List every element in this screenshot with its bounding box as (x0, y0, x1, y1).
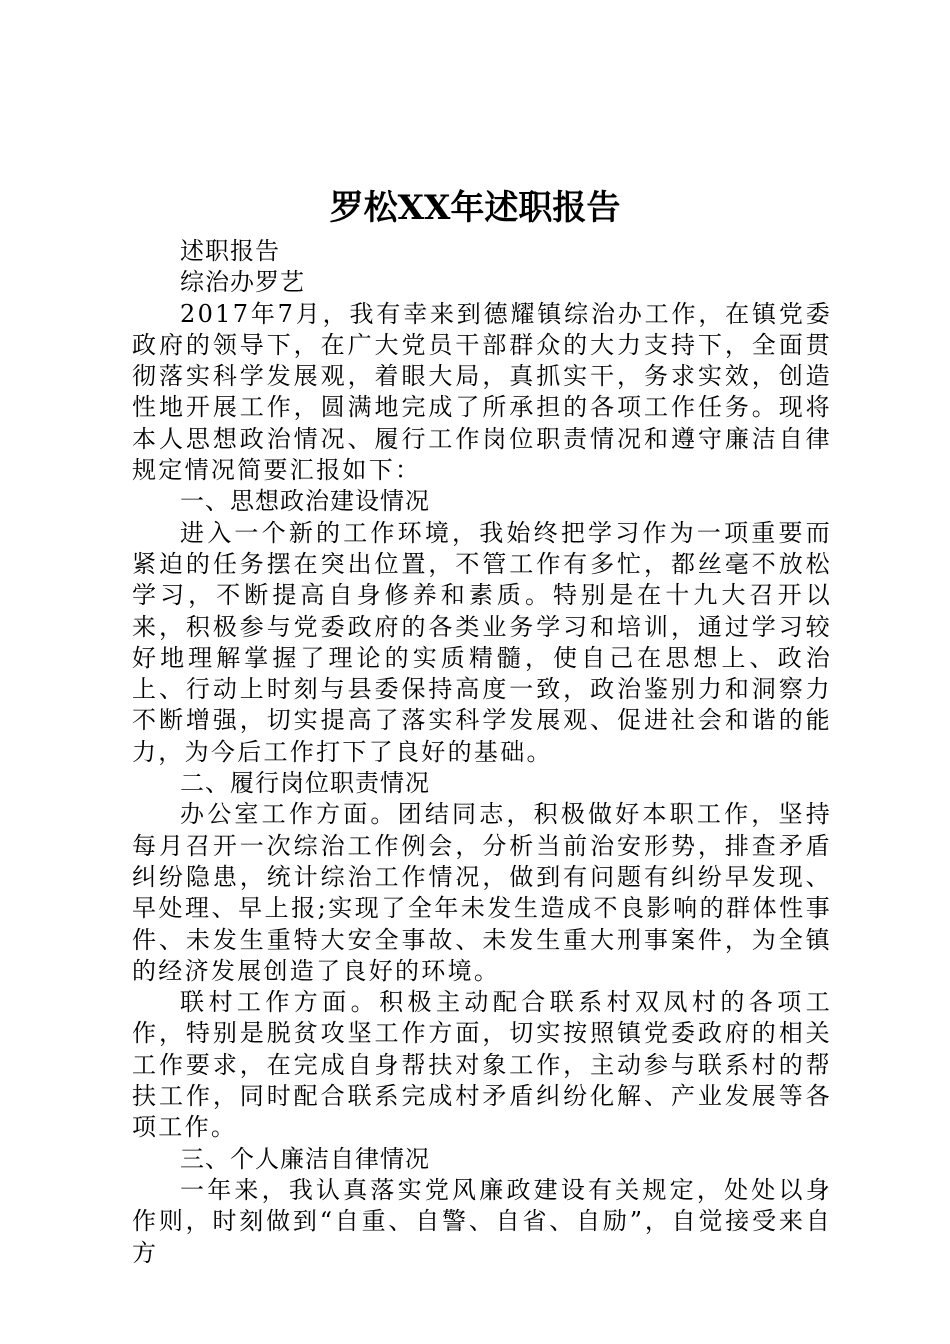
paragraph-author: 综治办罗艺 (180, 268, 305, 297)
document-title: 罗松XX年述职报告 (329, 188, 621, 228)
section-heading-2: 二、履行岗位职责情况 (180, 769, 430, 798)
paragraph-intro: 2017年7月，我有幸来到德耀镇综治办工作，在镇党委政府的领导下，在广大党员干部群众的大力支持下，全面贯彻落实科学发展观，着眼大局，真抓实干，务求实效，创造性地开展工作，圆满地完成了所承担的各项工作任务。现将本人思想政治情况、履行工作岗位职责情况和遵守廉洁自律规定情况简要汇报如下： (132, 299, 832, 485)
document-body (132, 236, 832, 1269)
paragraph-section-3: 一年来，我认真落实党风廉政建设有关规定，处处以身作则，时刻做到“自重、自警、自省、自励”，自觉接受来自方 (132, 1175, 832, 1267)
paragraph-office-work: 办公室工作方面。团结同志，积极做好本职工作，坚持每月召开一次综治工作例会，分析当前治安形势，排查矛盾纠纷隐患，统计综治工作情况，做到有问题有纠纷早发现、早处理、早上报;实现了全年未发生造成不良影响的群体性事件、未发生重特大安全事故、未发生重大刑事案件，为全镇的经济发展创造了良好的环境。 (132, 800, 832, 985)
section-heading-3: 三、个人廉洁自律情况 (180, 1144, 430, 1173)
paragraph-heading-report: 述职报告 (180, 237, 280, 265)
paragraph-village-work: 联村工作方面。积极主动配合联系村双凤村的各项工作，特别是脱贫攻坚工作方面，切实按照镇党委政府的相关工作要求，在完成自身帮扶对象工作，主动参与联系村的帮扶工作，同时配合联系完成村矛盾纠纷化解、产业发展等各项工作。 (132, 988, 832, 1142)
paragraph-section-1: 进入一个新的工作环境，我始终把学习作为一项重要而紧迫的任务摆在突出位置，不管工作有多忙，都丝毫不放松学习，不断提高自身修养和素质。特别是在十九大召开以来，积极参与党委政府的各类业务学习和培训，通过学习较好地理解掌握了理论的实质精髓，使自己在思想上、政治上、行动上时刻与县委保持高度一致，政治鉴别力和洞察力不断增强，切实提高了落实科学发展观、促进社会和谐的能力，为今后工作打下了良好的基础。 (132, 518, 832, 766)
section-heading-1: 一、思想政治建设情况 (180, 487, 430, 516)
